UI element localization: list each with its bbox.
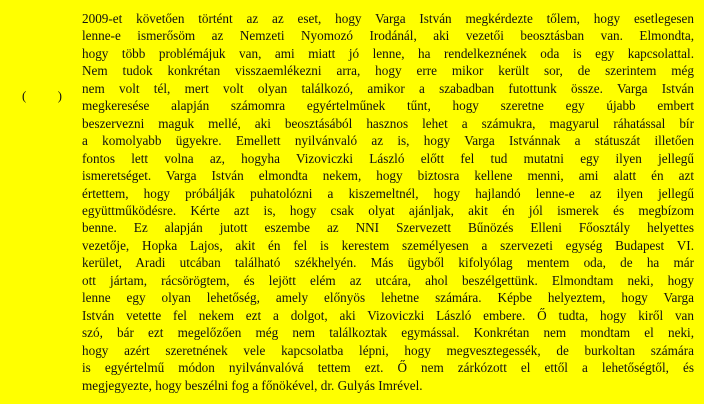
text-line: István vetette fel nekem ezt a dolgot, aki Vizoviczki László embere. Ő tudta, hogy kiről van — [82, 307, 694, 323]
text-line: fontos lett volna az, hogyha Vizoviczki László előtt fel tud mutatni egy ilyen jellegű — [82, 150, 694, 166]
text-line: hogy azért szeretnének vele kapcsolatba lépni, hogy megvesztegessék, de burkoltan számára — [82, 342, 694, 358]
text-line: megkeresése alapján számomra egyértelműnek tűnt, hogy szeretne egy újabb embert — [82, 98, 694, 114]
text-line: ott jártam, rácsörögtem, és lejött elém az utcára, ahol beszélgettünk. Elmondtam neki, hogy — [82, 272, 694, 288]
text-line: együttműködésre. Kérte azt is, hogy csak olyat ajánljak, akit én jól ismerek és megbízom — [82, 202, 694, 218]
text-line: benne. Ez alapján jutott eszembe az NNI Szervezett Bűnözés Elleni Főosztály helyettes — [82, 220, 694, 236]
text-line: lenne-e ismerősöm az Nemzeti Nyomozó Irodánál, aki vezetői beosztásban van. Elmondta, — [82, 28, 694, 44]
testimony-paragraph — [82, 10, 694, 394]
text-line: 2009-et követően történt az az eset, hogy Varga István megkérdezte tőlem, hogy esetlegesen — [82, 11, 694, 26]
text-line: ismeretséget. Varga István elmondta nekem, hogy biztosra kellene menni, ami alatt én azt — [82, 168, 694, 184]
text-line: kerület, Aradi utcában található székhelyén. Más ügyből kifolyólag mentem oda, de ha már — [82, 255, 694, 271]
margin-bracket-mark: ( ) — [22, 88, 76, 103]
text-line: beszervezni maguk mellé, aki beosztásából hasznos lehet a számukra, magyarul ráhatással bír — [82, 115, 694, 131]
text-line: szó, bár ezt megelőzően még nem találkoztak egymással. Konkrétan nem mondtam el neki, — [82, 325, 694, 341]
text-line: is egyértelmű módon nyilvánvalóvá tettem ezt. Ő nem zárkózott el ettől a lehetőségtől, és — [82, 360, 694, 376]
text-line: a komolyabb ügyekre. Emellett nyilvánvaló az is, hogy Varga Istvánnak a státuszát illetően — [82, 133, 694, 149]
text-line: értettem, hogy próbálják puhatolózni a kiszemeltnél, hogy hajlandó lenne-e az ilyen jellegű — [82, 185, 694, 201]
text-line: nem volt tél, mert volt olyan találkozó, amikor a szabadban futottunk össze. Varga István — [82, 80, 694, 96]
text-line: hogy több problémájuk van, ami miatt jó lenne, ha rendelkeznének oda is egy kapcsolattal. — [82, 45, 694, 61]
text-line: Nem tudok konkrétan visszaemlékezni arra, hogy erre mikor került sor, de szerintem még — [82, 63, 694, 79]
text-line: vezetője, Hopka Lajos, akit én fel is kerestem személyesen a szervezeti egység Budapest VI. — [82, 237, 694, 253]
text-line: lenne egy olyan lehetőség, amely előnyös lehetne számára. Képbe helyeztem, hogy Varga — [82, 290, 694, 306]
text-line-last: megjegyezte, hogy beszélni fog a főnökével, dr. Gulyás Imrével. — [82, 377, 423, 393]
